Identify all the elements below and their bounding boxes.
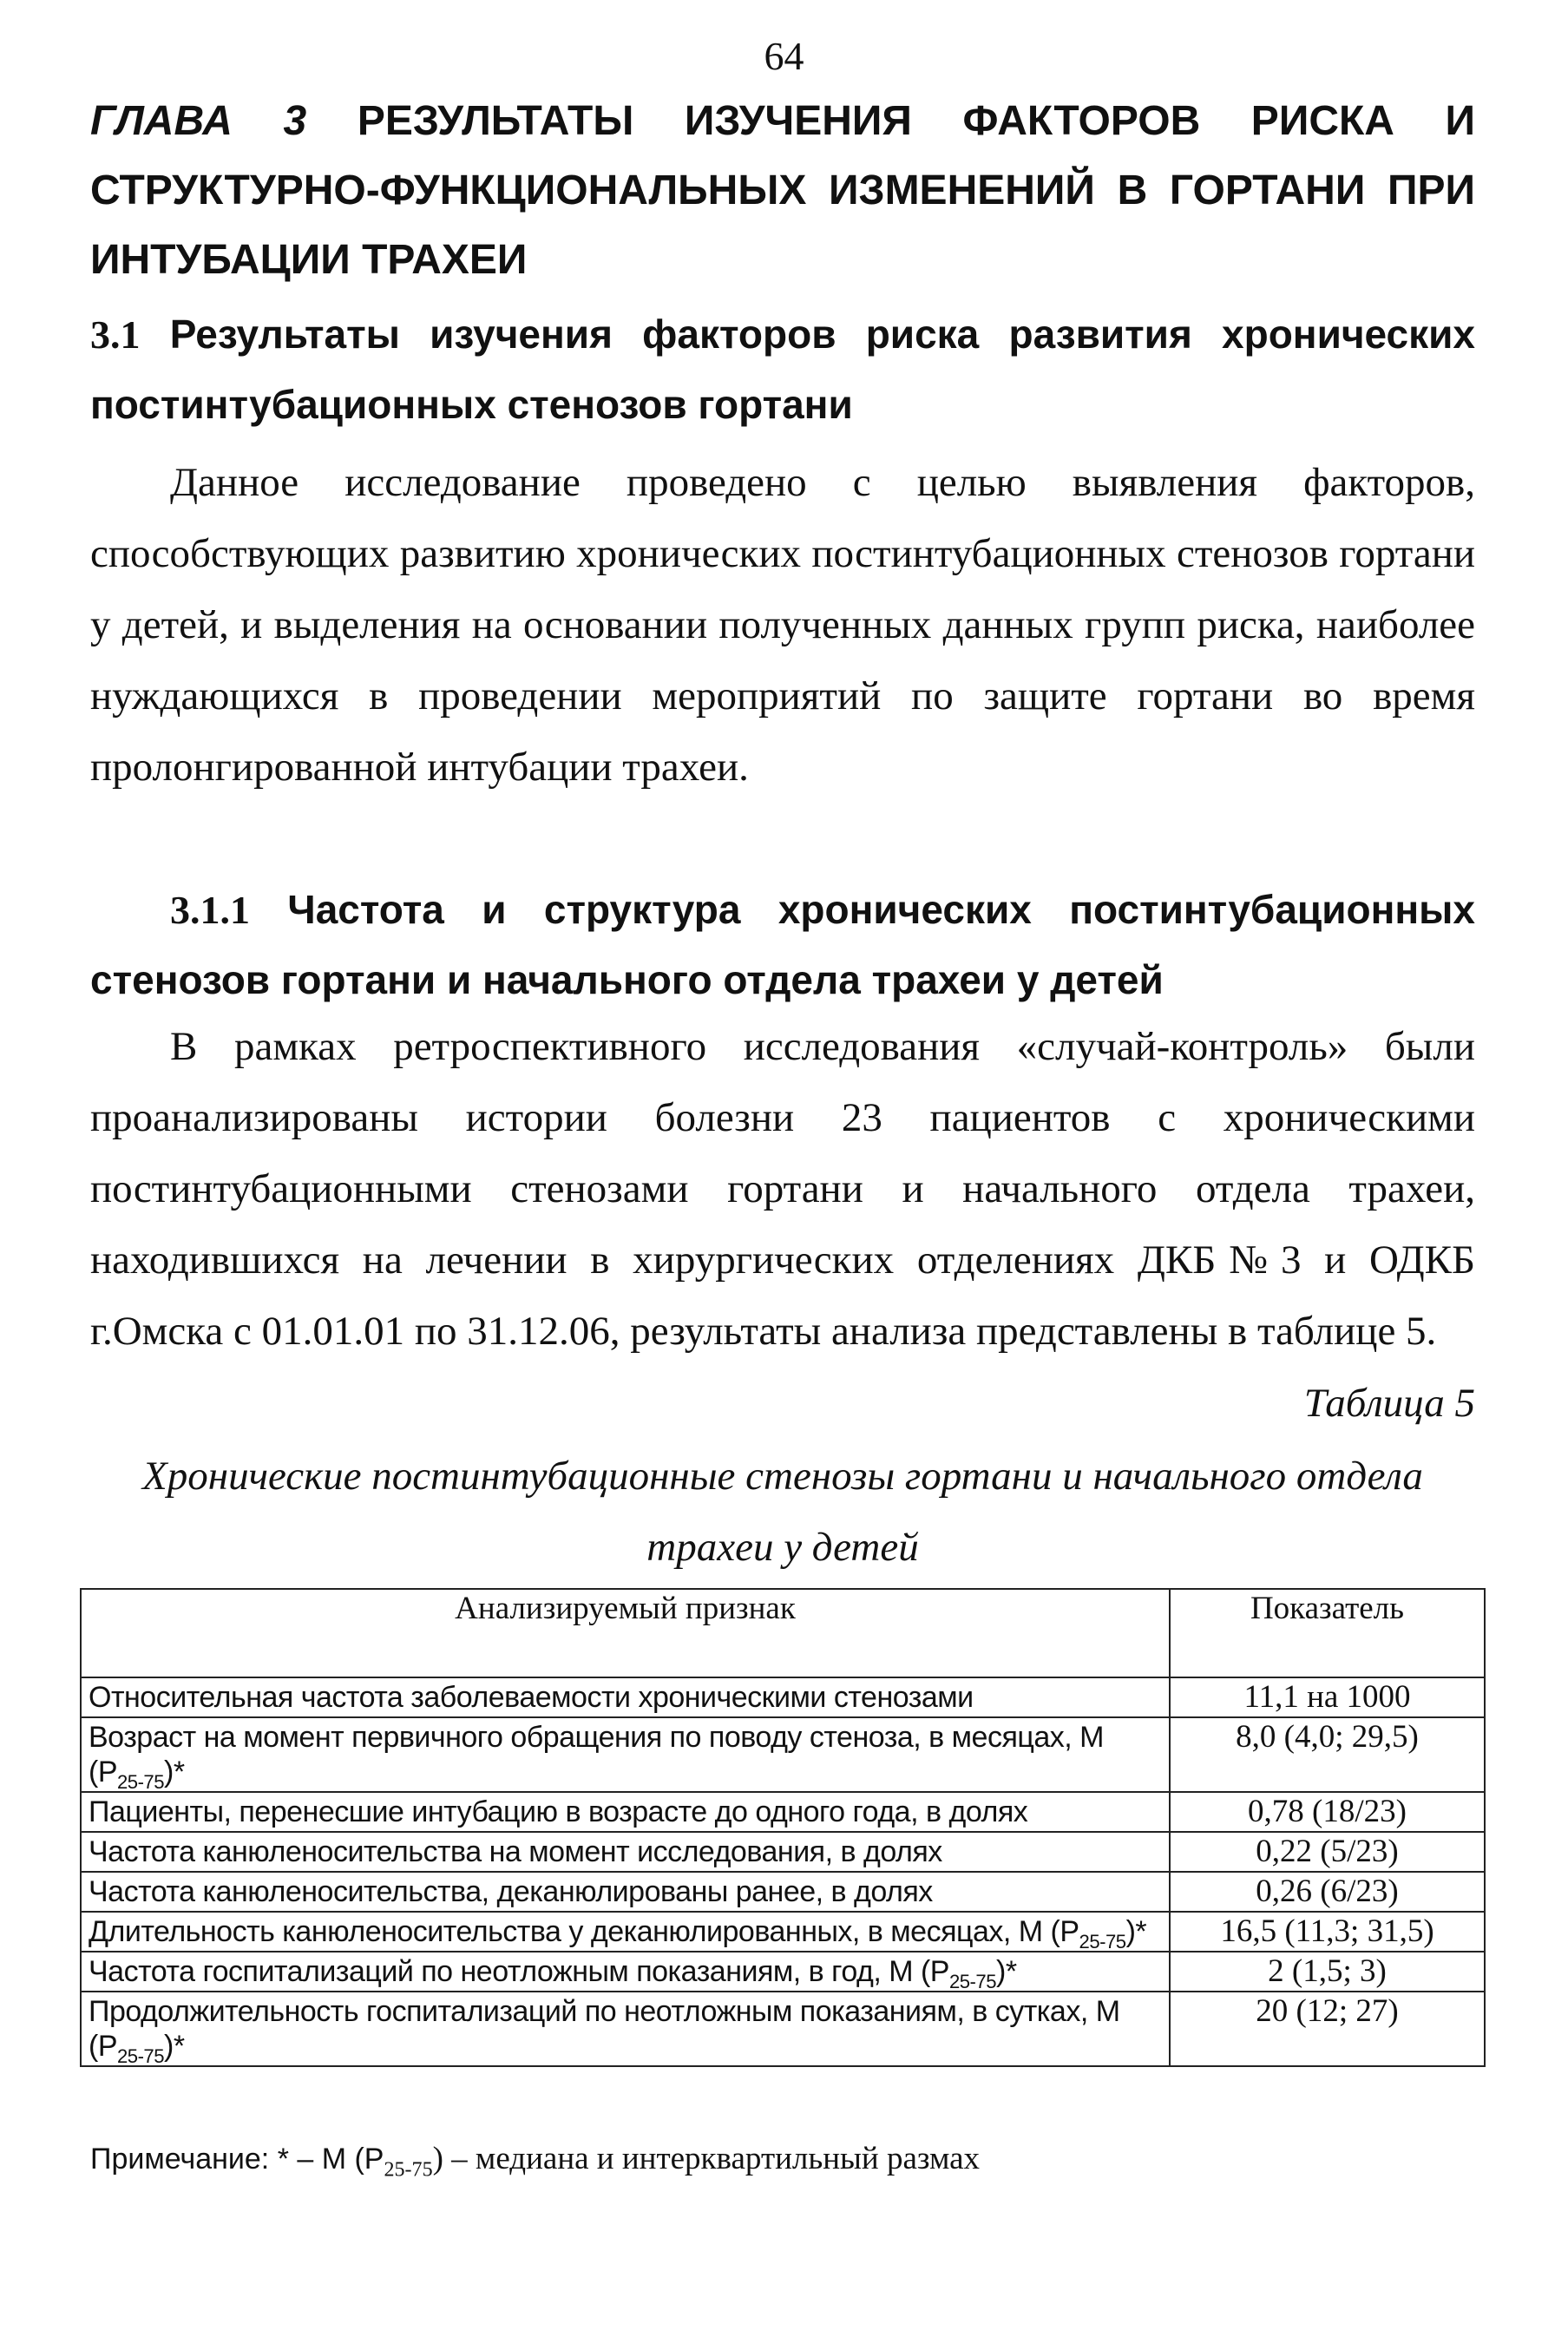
table-cell-feature: Частота канюленосительства на момент исследования, в долях — [81, 1832, 1170, 1872]
section-title — [90, 299, 1475, 439]
table-cell-value: 2 (1,5; 3) — [1170, 1952, 1485, 1992]
table-cell-feature: Длительность канюленосительства у деканюлированных, в месяцах, М $(Р_{25-75})*$ — [81, 1912, 1170, 1952]
page-number: 64 — [764, 34, 804, 78]
table-label: Таблица 5 — [1303, 1381, 1475, 1426]
table-cell-value: 8,0 (4,0; 29,5) — [1170, 1717, 1485, 1792]
table-note — [90, 2140, 981, 2182]
section-number: 3.1 — [90, 312, 141, 357]
table-header-value: Показатель — [1170, 1589, 1485, 1677]
table-cell-feature: Частота госпитализаций по неотложным показаниям, в год, М $(Р_{25-75})*$ — [81, 1952, 1170, 1992]
table-row — [81, 1952, 1485, 1992]
table-cell-value: 0,26 (6/23) — [1170, 1872, 1485, 1912]
paragraph-2: В рамках ретроспективного исследования «случай-контроль» были проанализированы истории болезни 23 пациентов с хроническими постинтубационными стенозами гортани и начального отдела трахеи, находившихся на лечении в хирургических отделениях ДКБ№3 и ОДКБ г.Омска с 01.01.01 по 31.12.06, результаты анализа представлены в таблице 5. — [90, 1024, 1475, 1354]
table-caption: Хронические постинтубационные стенозы гортани и начального отдела трахеи у детей — [142, 1454, 1423, 1570]
note-subscript: 25-75 — [384, 2158, 433, 2182]
paragraph-1: Данное исследование проведено с целью выявления факторов, способствующих развитию хронических постинтубационных стенозов гортани у детей, и выделения на основании полученных данных групп риска, наиболее нуждающихся в проведении мероприятий по защите гортани во время пролонгированной интубации трахеи. — [90, 460, 1475, 790]
table-cell-value: 16,5 (11,3; 31,5) — [1170, 1912, 1485, 1952]
table-row — [81, 1832, 1485, 1872]
table-cell-feature: Продолжительность госпитализаций по неотложным показаниям, в сутках, М $(Р_{25-75})*$ — [81, 1992, 1170, 2066]
table-cell-value: 11,1 на 1000 — [1170, 1677, 1485, 1717]
table-cell-value: 0,22 (5/23) — [1170, 1832, 1485, 1872]
chapter-title — [90, 87, 1475, 295]
table-row — [81, 1912, 1485, 1952]
table-cell-value: 0,78 (18/23) — [1170, 1792, 1485, 1832]
table-row — [81, 1792, 1485, 1832]
note-lead: Примечание: * – М (Р — [90, 2143, 384, 2176]
table-row — [81, 1717, 1485, 1792]
chapter-heading: РЕЗУЛЬТАТЫ ИЗУЧЕНИЯ ФАКТОРОВ РИСКА И СТРУКТУРНО-ФУНКЦИОНАЛЬНЫХ ИЗМЕНЕНИЙ В ГОРТАНИ ПРИ ИНТУБАЦИИ ТРАХЕИ — [90, 98, 1476, 283]
subsection-title — [90, 875, 1475, 1014]
section-heading-line2: постинтубационных стенозов гортани — [90, 382, 853, 427]
section-heading-line1: Результаты изучения факторов риска развития хронических — [169, 312, 1475, 357]
table-row — [81, 1872, 1485, 1912]
table-cell-feature: Частота канюленосительства, деканюлированы ранее, в долях — [81, 1872, 1170, 1912]
subsection-heading: Частота и структура хронических постинтубационных стенозов гортани и начального отдела трахеи у детей — [90, 887, 1476, 1002]
table-cell-feature: Пациенты, перенесшие интубацию в возрасте до одного года, в долях — [81, 1792, 1170, 1832]
table-cell-feature: Относительная частота заболеваемости хроническими стенозами — [81, 1677, 1170, 1717]
table-cell-value: 20 (12; 27) — [1170, 1992, 1485, 2066]
table-header-row — [81, 1589, 1485, 1677]
subsection-number: 3.1.1 — [170, 888, 250, 932]
table-row — [81, 1992, 1485, 2066]
table-cell-feature: Возраст на момент первичного обращения по поводу стеноза, в месяцах, М $(Р_{25-75})*$ — [81, 1717, 1170, 1792]
results-table — [80, 1588, 1486, 2067]
table-row — [81, 1677, 1485, 1717]
table-header-feature: Анализируемый признак — [81, 1589, 1170, 1677]
chapter-label: ГЛАВА 3 — [90, 98, 307, 144]
note-text: ) – медиана и интерквартильный размах — [432, 2141, 981, 2176]
